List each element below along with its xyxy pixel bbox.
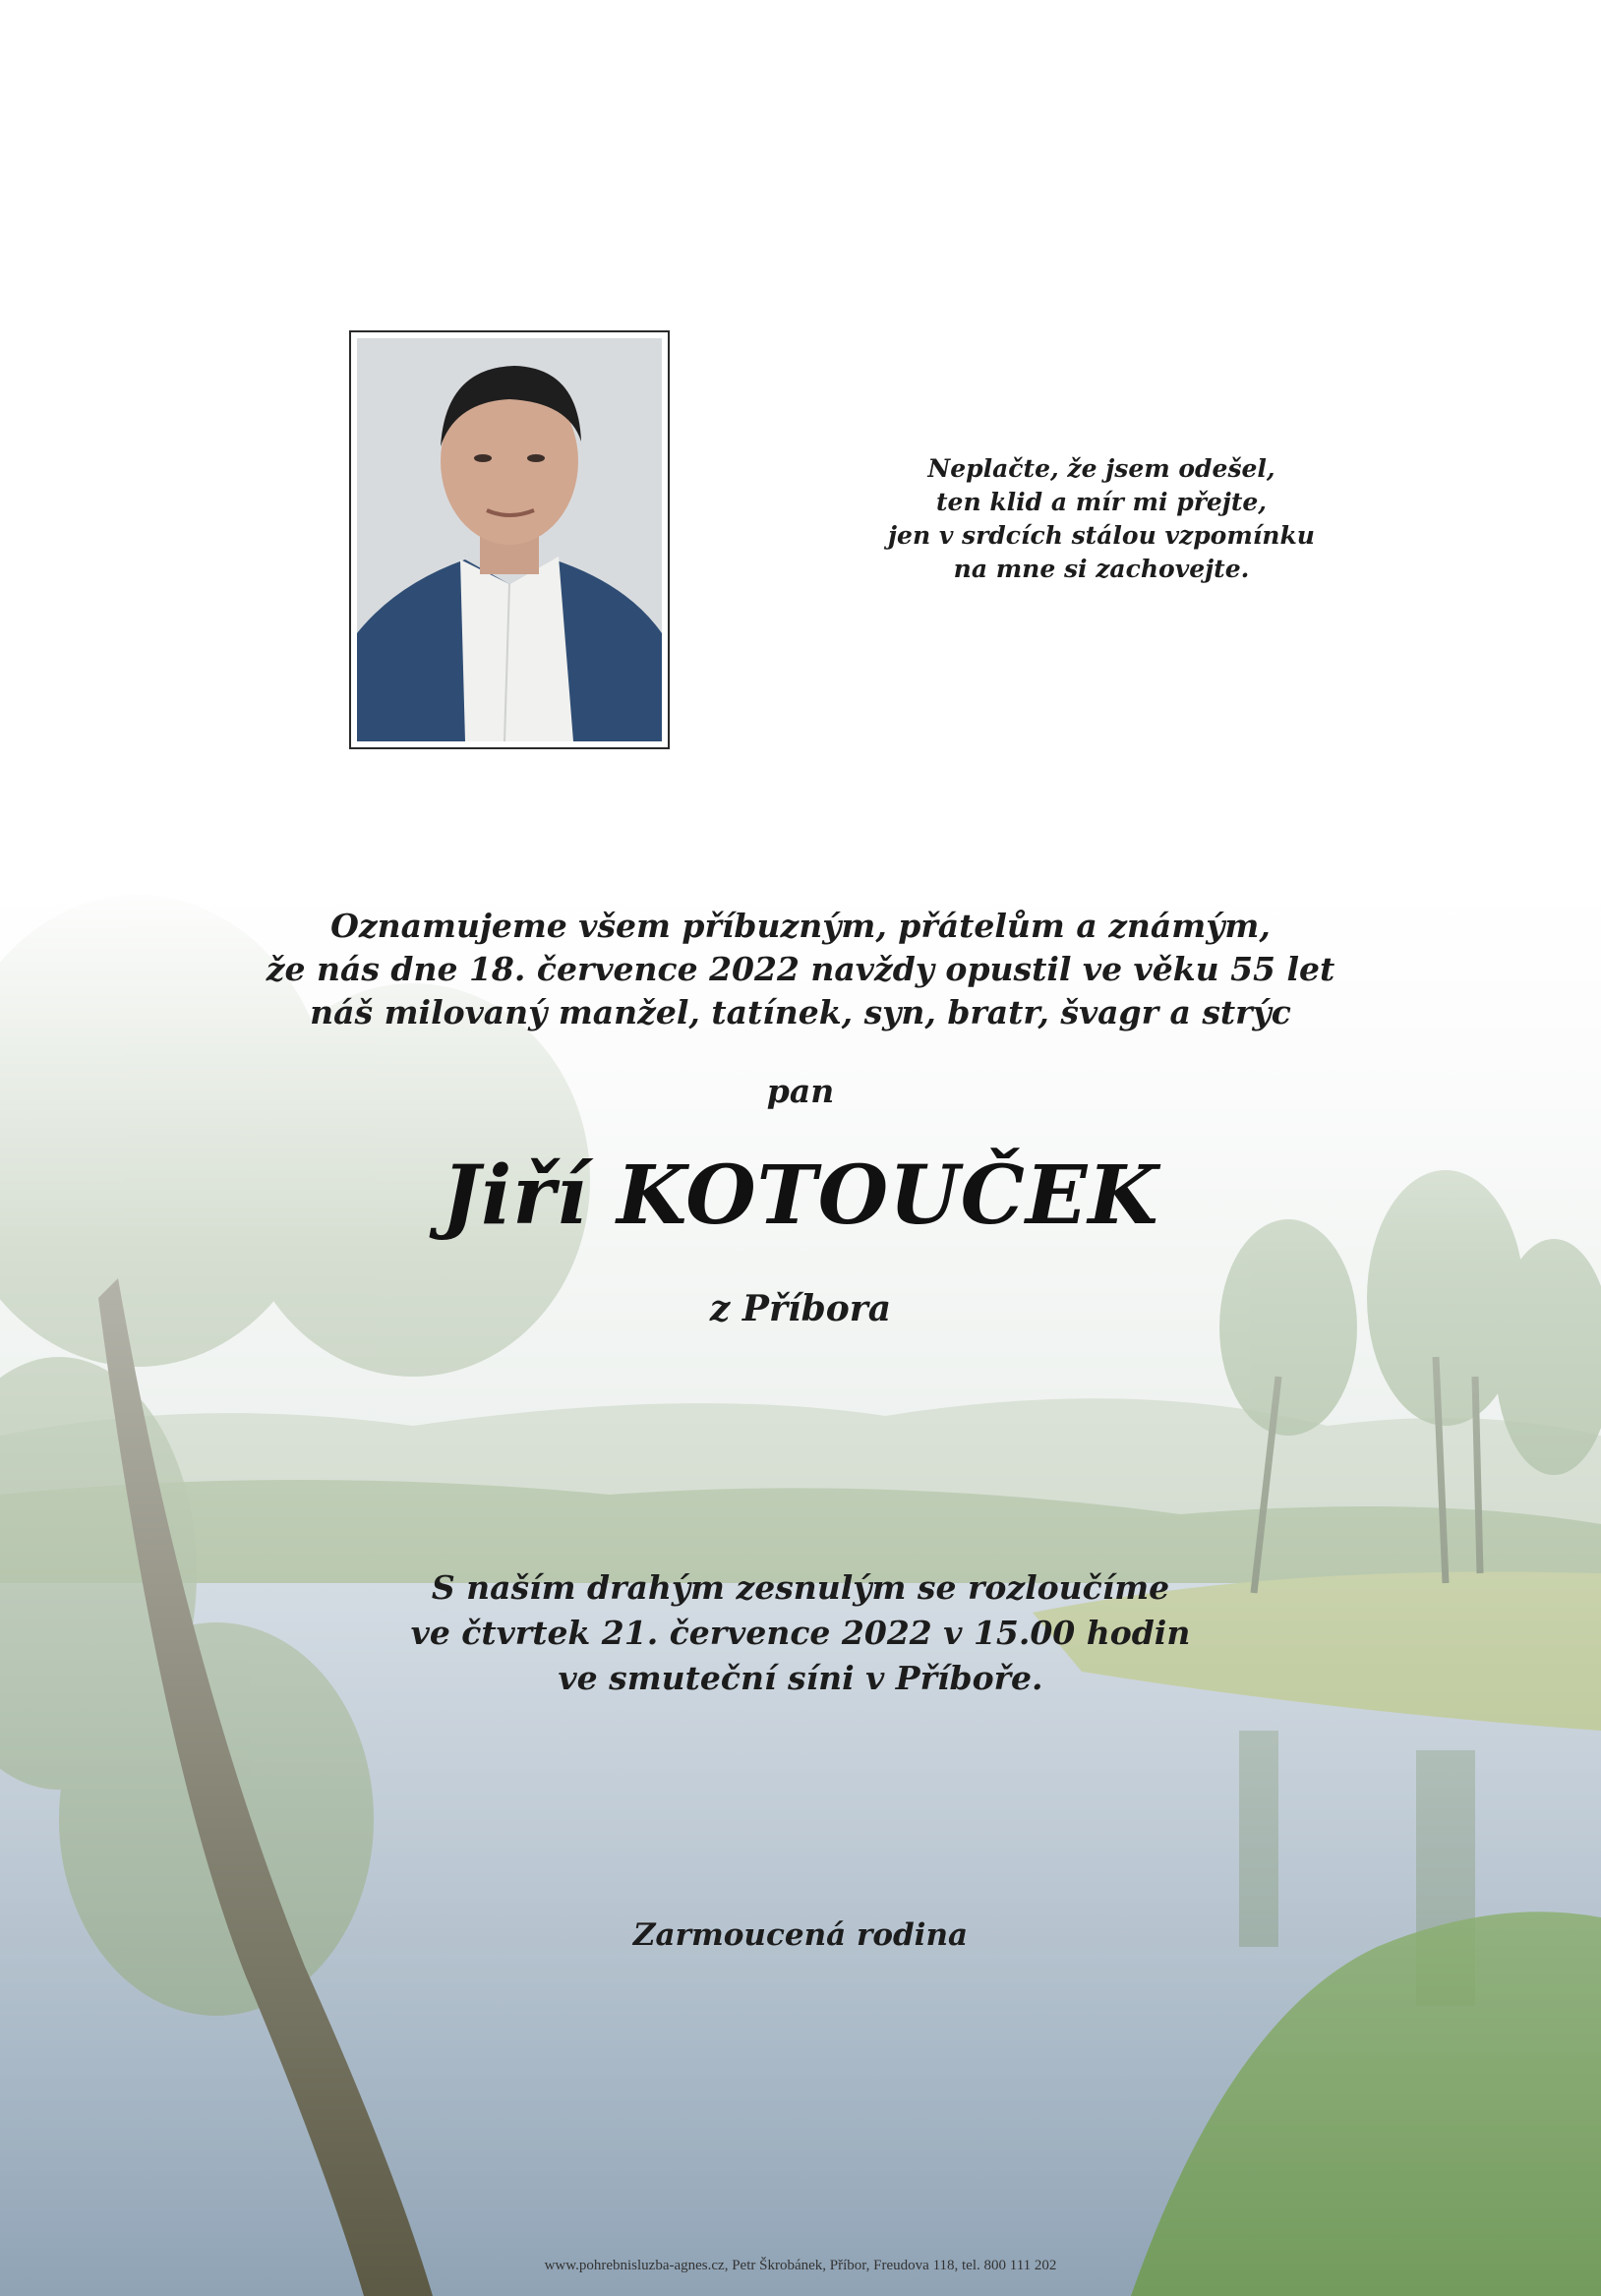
funeral-line: S naším drahým zesnulým se rozloučíme <box>431 1568 1170 1607</box>
memorial-poem <box>846 452 1357 586</box>
honorific: pan <box>766 1072 835 1110</box>
portrait-photo <box>357 338 662 741</box>
poem-line: Neplačte, že jsem odešel, <box>927 454 1275 483</box>
family-signature: Zarmoucená rodina <box>632 1917 969 1953</box>
funeral-line: ve čtvrtek 21. července 2022 v 15.00 hodin <box>410 1614 1191 1652</box>
deceased-name: Jiří KOTOUČEK <box>442 1148 1159 1243</box>
deceased-origin: z Příbora <box>709 1288 892 1329</box>
announcement-line: náš milovaný manžel, tatínek, syn, bratr, švagr a strýc <box>310 993 1291 1031</box>
funeral-details <box>210 1565 1391 1701</box>
announcement-line: že nás dne 18. července 2022 navždy opustil ve věku 55 let <box>266 950 1335 988</box>
announcement-line: Oznamujeme všem příbuzným, přátelům a známým, <box>330 907 1271 945</box>
poem-line: ten klid a mír mi přejte, <box>936 488 1267 516</box>
death-announcement <box>210 905 1391 1034</box>
portrait-photo-frame <box>349 330 670 749</box>
funeral-line: ve smuteční síni v Příboře. <box>558 1659 1043 1697</box>
funeral-service-footer: www.pohrebnisluzba-agnes.cz, Petr Škrobánek, Příbor, Freudova 118, tel. 800 111 202 <box>544 2258 1057 2273</box>
poem-line: na mne si zachovejte. <box>953 555 1250 583</box>
poem-line: jen v srdcích stálou vzpomínku <box>888 521 1315 550</box>
